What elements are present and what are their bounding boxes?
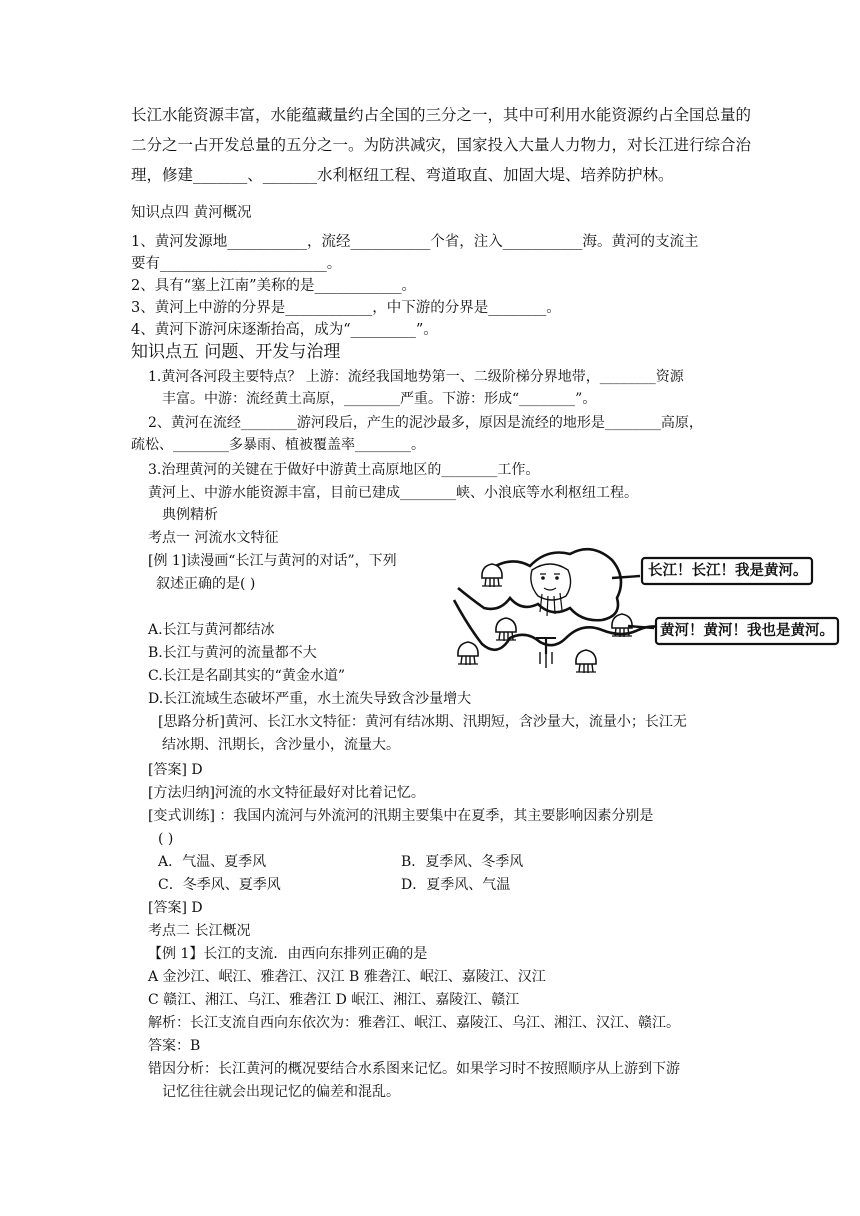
option-c: C．冬季风、夏季风: [158, 877, 281, 893]
option-a: A．气温、夏季风: [158, 854, 267, 870]
section-heading: 考点一 河流水文特征: [148, 530, 279, 546]
section-heading: 考点二 长江概况: [148, 923, 251, 939]
option-b: B.长江与黄河的流量都不大: [148, 645, 317, 661]
text-line: 长江水能资源丰富，水能蕴藏量约占全国的三分之一，其中可利用水能资源约占全国总量的: [131, 106, 752, 124]
text-line: 结冰期、汛期长，含沙量小，流量大。: [162, 737, 400, 753]
text-line: [变式训练] ：我国内流河与外流河的汛期主要集中在夏季，其主要影响因素分别是: [148, 808, 654, 824]
text-line: 4、黄河下游河床逐渐抬高，成为“_________”。: [131, 322, 438, 338]
option-a: A.长江与黄河都结冰: [148, 622, 275, 638]
speech-bubble-top: 长江！长江！我是黄河。: [648, 562, 808, 579]
text-line: 解析：长江支流自西向东依次为：雅砻江、岷江、嘉陵江、乌江、湘江、汉江、赣江。: [148, 1015, 680, 1031]
text-line: A 金沙江、岷江、雅砻江、汉江 B 雅砻江、岷江、嘉陵江、汉江: [148, 969, 546, 985]
text-line: 记忆往往就会出现记忆的偏差和混乱。: [162, 1084, 400, 1100]
text-line: 1.黄河各河段主要特点？ 上游：流经我国地势第一、二级阶梯分界地带，________资源: [148, 369, 684, 385]
text-line: 黄河上、中游水能资源丰富，目前已建成________峡、小浪底等水利枢纽工程。: [148, 485, 638, 501]
answer-line: [答案] D: [148, 762, 203, 778]
text-line: C 赣江、湘江、乌江、雅砻江 D 岷江、湘江、嘉陵江、赣江: [148, 992, 520, 1008]
option-b: B．夏季风、冬季风: [401, 854, 524, 870]
section-heading: 典例精析: [162, 507, 218, 523]
text-line: 疏松、________多暴雨、植被覆盖率________。: [131, 437, 425, 453]
tree-icon: [576, 650, 596, 673]
section-heading: 知识点四 黄河概况: [131, 205, 252, 221]
text-line: 1、黄河发源地___________，流经___________个省，注入___________海。黄河的支流主: [131, 234, 699, 250]
tree-icon: [482, 564, 502, 587]
text-line: 理，修建_______、_______水利枢纽工程、弯道取直、加固大堤、培养防护林。: [131, 166, 674, 184]
option-d: D.长江流域生态破坏严重，水土流失导致含沙量增大: [148, 691, 472, 707]
old-man-face-icon: [531, 564, 571, 616]
tree-icon: [496, 618, 516, 641]
text-line: 二分之一占开发总量的五分之一。为防洪减灾，国家投入大量人力物力，对长江进行综合治: [131, 136, 752, 154]
option-c: C.长江是名副其实的“黄金水道”: [148, 668, 345, 684]
river-dialogue-cartoon: [452, 538, 842, 698]
text-line: 【例 1】长江的支流．由西向东排列正确的是: [148, 946, 428, 962]
tree-icon: [458, 642, 478, 665]
text-line: 丰富。中游：流经黄土高原，________严重。下游：形成“________”。: [162, 391, 597, 407]
answer-line: [答案] D: [148, 900, 203, 916]
speech-bubble-bottom: 黄河！黄河！我也是黄河。: [660, 622, 834, 639]
text-line: [思路分析]黄河、长江水文特征：黄河有结冰期、汛期短，含沙量大，流量小；长江无: [158, 714, 687, 730]
text-line: 3.治理黄河的关键在于做好中游黄土高原地区的________工作。: [148, 462, 540, 478]
section-heading: 知识点五 问题、开发与治理: [131, 342, 341, 362]
text-line: [方法归纳]河流的水文特征最好对比着记忆。: [148, 785, 425, 801]
text-line: [例 1]读漫画“长江与黄河的对话”，下列: [148, 553, 397, 569]
text-line: 要有_______________________。: [131, 256, 342, 272]
text-line: 2、黄河在流经________游河段后，产生的泥沙最多，原因是流经的地形是________高原，: [148, 415, 703, 431]
text-line: 2、具有“塞上江南”美称的是____________。: [131, 278, 417, 294]
text-line: 叙述正确的是( ): [156, 576, 256, 592]
text-line: 错因分析：长江黄河的概况要结合水系图来记忆。如果学习时不按照顺序从上游到下游: [148, 1061, 680, 1077]
text-line: 3、黄河上中游的分界是____________，中下游的分界是________。: [131, 300, 561, 316]
option-d: D．夏季风、气温: [401, 877, 511, 893]
answer-line: 答案：B: [148, 1038, 201, 1054]
text-line: ( ): [158, 831, 174, 847]
